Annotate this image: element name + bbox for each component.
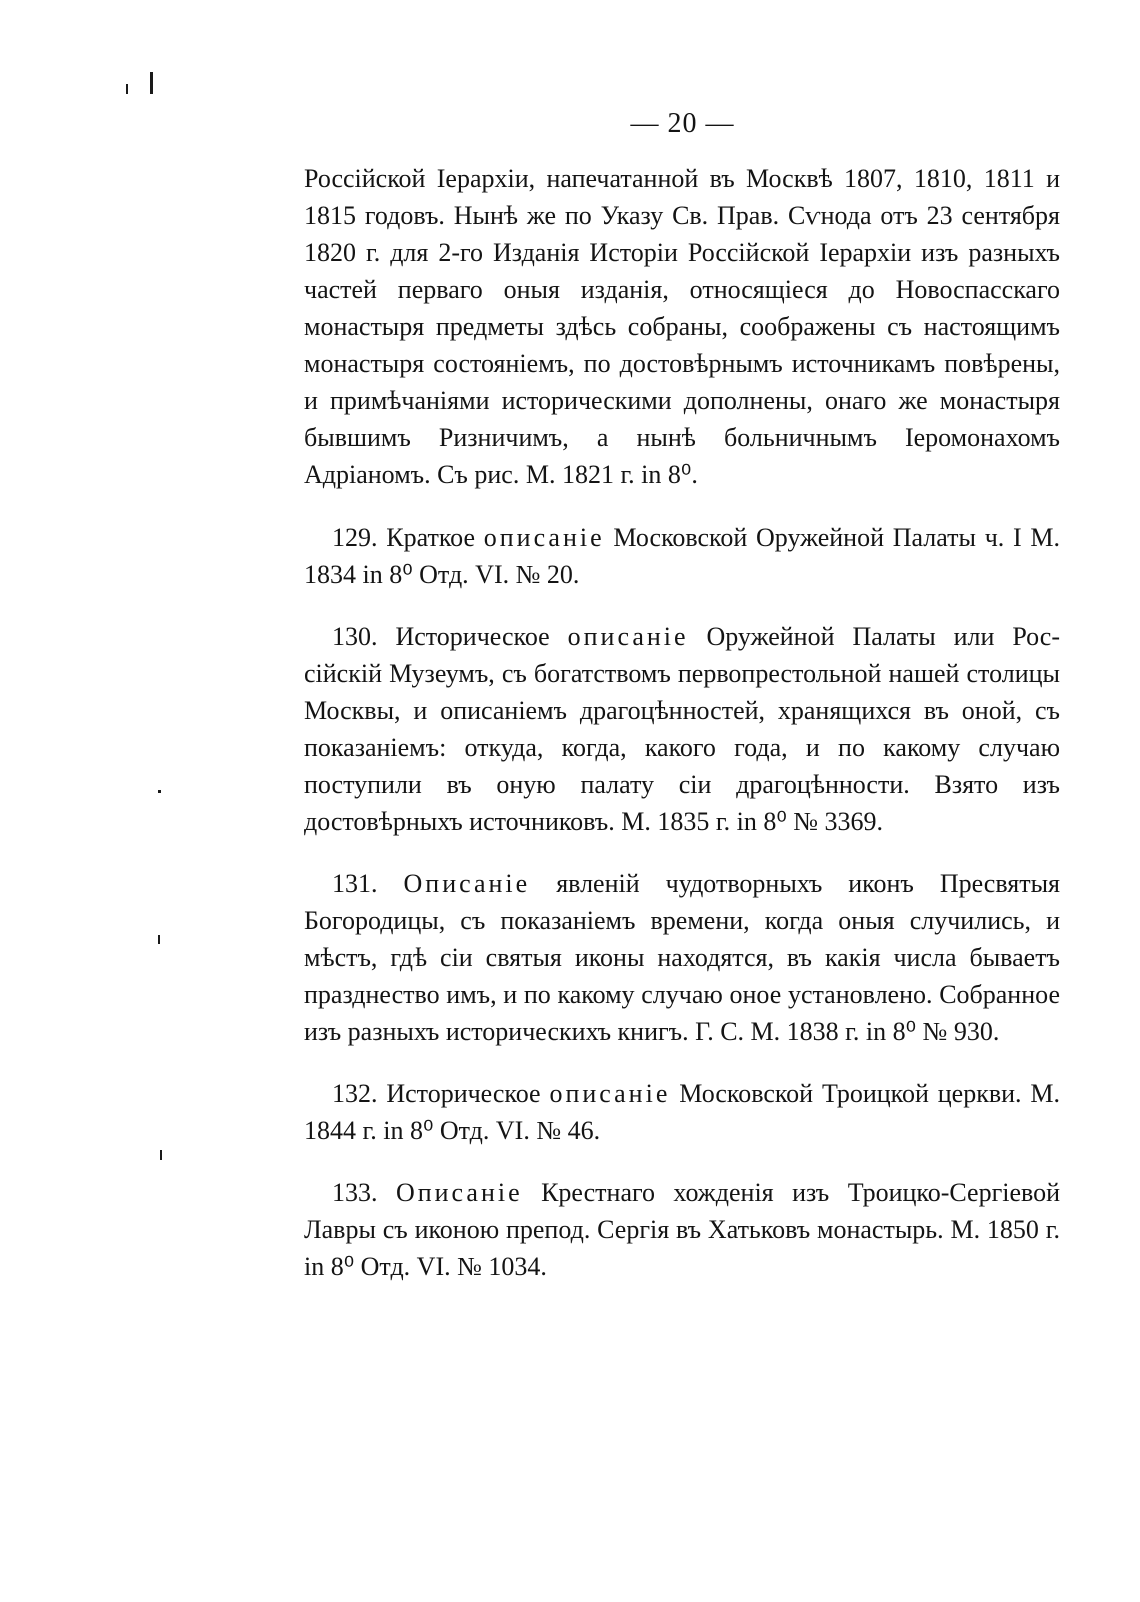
entry-129 (304, 519, 1060, 593)
entry-title-start: Краткое (386, 523, 475, 552)
margin-speck (160, 1150, 162, 1160)
entry-text: Оружейной Палаты или Россійскій Музеумъ, съ богатствомъ первопрестольной нашей столицы Москвы, и описаніемъ драгоцѣнностей, хранящихся въ оной, съ показаніемъ: откуда, когда, какого года, и по какому случаю поступили въ оную палату сіи драгоцѣнности. Взято изъ достовѣрныхъ источниковъ. М. 1835 г. in 8⁰ № 3369. (304, 622, 1061, 836)
entry-number: 130. (332, 622, 378, 651)
entry-130 (304, 618, 1060, 840)
entry-133 (304, 1174, 1060, 1285)
entry-keyword: Описаніе (403, 869, 531, 898)
body-text (304, 160, 1060, 1310)
margin-speck (158, 935, 160, 944)
entry-title-start: Историческое (386, 1079, 541, 1108)
entry-text: Крестнаго хожденія изъ Троицко-Сергіевой Лавры съ иконою препод. Сергія въ Хатьковъ монастырь. М. 1850 г. in 8⁰ Отд. VI. № 1034. (304, 1178, 1061, 1281)
entry-number: 129. (332, 523, 378, 552)
margin-speck (126, 84, 128, 94)
margin-speck (158, 790, 161, 793)
entry-number: 131. (332, 869, 378, 898)
entry-keyword: описаніе (483, 523, 605, 552)
continuation-paragraph: Россійской Іерархіи, напечатанной въ Москвѣ 1807, 1810, 1811 и 1815 годовъ. Нынѣ же по Указу Св. Прав. Сѵнода отъ 23 сентября 1820 г. для 2-го Изданія Исторіи Россійской Іерархіи изъ разныхъ частей перваго оныя изданія, относящіеся до Новоспасскаго монастыря предметы здѣсь собраны, соображены съ настоящимъ монастыря состояніемъ, по достовѣрнымъ источникамъ повѣрены, и примѣчаніями историческими дополнены, онаго же монастыря бывшимъ Ризничимъ, а нынѣ больничнымъ Іеромонахомъ Адріаномъ. Съ рис. М. 1821 г. in 8⁰. (304, 164, 1060, 489)
entry-text: явленій чудотворныхъ иконъ Пресвятыя Богородицы, съ показаніемъ времени, когда оныя случились, и мѣстъ, гдѣ сіи святыя иконы находятся, въ какія числа бываетъ празднество имъ, и по какому случаю оное установлено. Собранное изъ разныхъ историческихъ книгъ. Г. С. М. 1838 г. in 8⁰ № 930. (304, 869, 1061, 1046)
margin-speck (150, 72, 153, 94)
page-number: — 20 — (630, 108, 735, 139)
entry-text: Московской Оружейной Палаты ч. I М. 1834 in 8⁰ Отд. VI. № 20. (304, 523, 1061, 589)
entry-keyword: описаніе (567, 622, 689, 651)
entry-number: 133. (332, 1178, 378, 1207)
entry-keyword: Описаніе (395, 1178, 523, 1207)
entry-text: Московской Троицкой церкви. М. 1844 г. in 8⁰ Отд. VI. № 46. (304, 1079, 1060, 1145)
entry-keyword: описаніе (549, 1079, 671, 1108)
entry-132 (304, 1075, 1060, 1149)
entry-number: 132. (332, 1079, 378, 1108)
entry-131 (304, 865, 1060, 1050)
entry-title-start: Историческое (395, 622, 550, 651)
